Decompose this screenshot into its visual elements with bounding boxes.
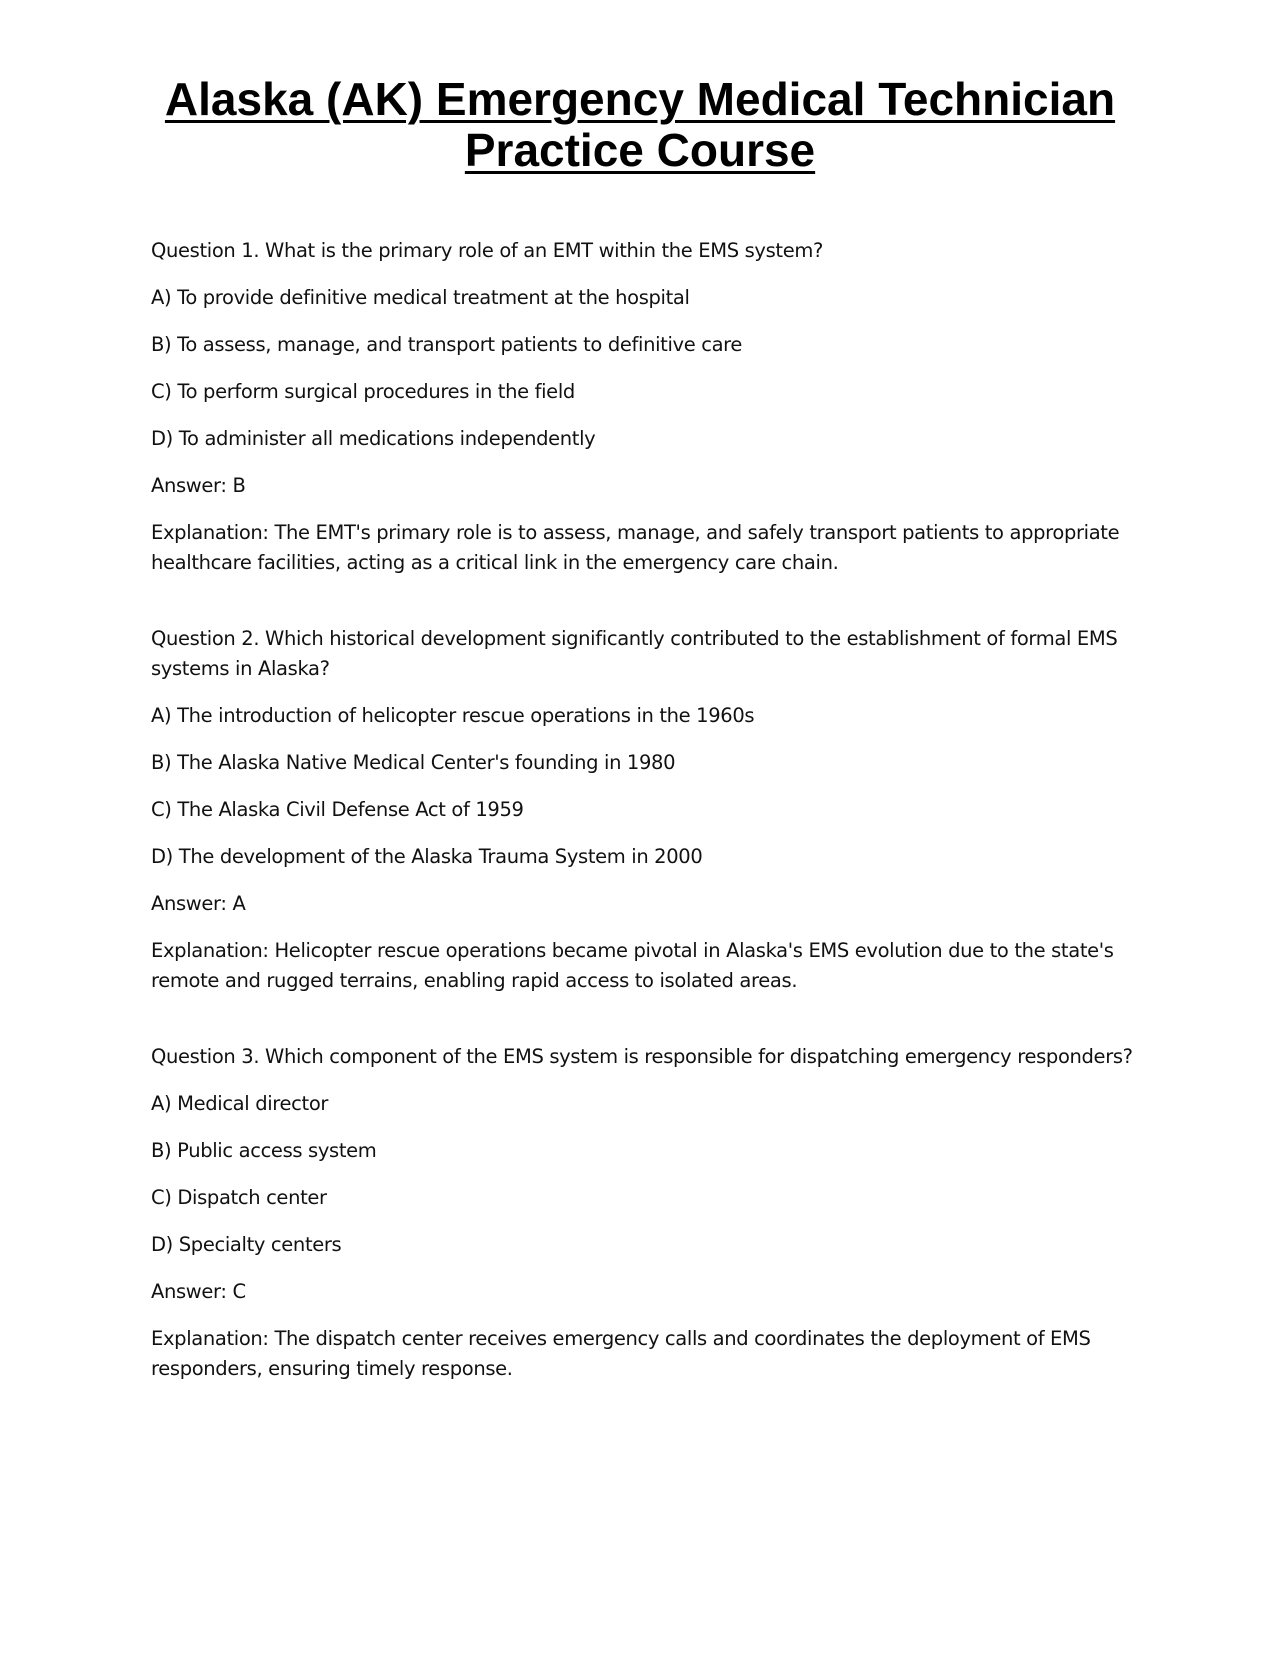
option-b: B) Public access system xyxy=(151,1139,377,1162)
page-title-line-1: Alaska (AK) Emergency Medical Technician xyxy=(164,73,1116,125)
explanation-text: Explanation: Helicopter rescue operations became pivotal in Alaska's EMS evolution due to the state's remote and rugged terrains, enabling rapid access to isolated areas. xyxy=(151,939,1114,992)
question-1 xyxy=(151,236,1151,578)
answer-text: Answer: A xyxy=(151,892,246,915)
option-a: A) Medical director xyxy=(151,1092,329,1115)
option-c: C) To perform surgical procedures in the field xyxy=(151,380,575,403)
option-d: D) Specialty centers xyxy=(151,1233,342,1256)
option-d: D) To administer all medications independently xyxy=(151,427,596,450)
answer-text: Answer: B xyxy=(151,474,246,497)
page-title-line-2: Practice Course xyxy=(464,124,816,176)
option-b: B) The Alaska Native Medical Center's founding in 1980 xyxy=(151,751,676,774)
option-d: D) The development of the Alaska Trauma System in 2000 xyxy=(151,845,703,868)
question-text: Question 3. Which component of the EMS system is responsible for dispatching emergency responders? xyxy=(151,1045,1133,1068)
answer-text: Answer: C xyxy=(151,1280,246,1303)
option-c: C) Dispatch center xyxy=(151,1186,327,1209)
explanation-text: Explanation: The dispatch center receives emergency calls and coordinates the deployment of EMS responders, ensuring timely response. xyxy=(151,1327,1091,1380)
option-a: A) To provide definitive medical treatment at the hospital xyxy=(151,286,690,309)
question-list xyxy=(151,236,1151,1401)
option-a: A) The introduction of helicopter rescue operations in the 1960s xyxy=(151,704,755,727)
question-2 xyxy=(151,624,1151,996)
option-b: B) To assess, manage, and transport patients to definitive care xyxy=(151,333,743,356)
question-text: Question 2. Which historical development significantly contributed to the establishment of formal EMS systems in Alaska? xyxy=(151,627,1118,680)
question-3 xyxy=(151,1042,1151,1384)
page-title xyxy=(100,74,1180,176)
question-text: Question 1. What is the primary role of an EMT within the EMS system? xyxy=(151,239,823,262)
option-c: C) The Alaska Civil Defense Act of 1959 xyxy=(151,798,524,821)
explanation-text: Explanation: The EMT's primary role is to assess, manage, and safely transport patients to appropriate healthcare facilities, acting as a critical link in the emergency care chain. xyxy=(151,521,1120,574)
